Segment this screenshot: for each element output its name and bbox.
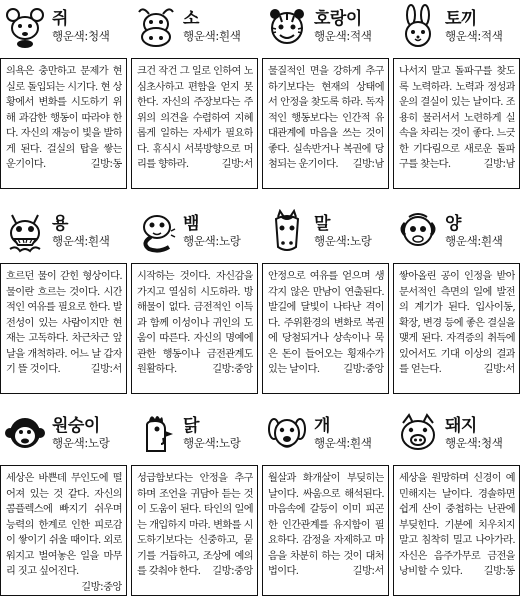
rabbit-icon (397, 4, 439, 48)
fortune-text-block (399, 64, 515, 188)
fortune-text: 세상을 원망하며 신경이 예민해지는 날이다. 경솔하면 쉽게 산이 중첩하는 난관에 부딪힌다. 기분에 치우치지 말고 침착히 밀고 나아가라. 자신은 음주가무로 금전을 낭비할 수 있다. (399, 473, 515, 577)
fortune-text: 시작하는 것이다. 자신감을 가지고 열심히 시도하라. 방해물이 없다. 금전적인 이득과 함께 이성이나 귀인의 도움이 따른다. 자신의 명예에 관한 행동이나 금전관계도 원활하다. (137, 271, 253, 375)
zodiac-name: 뱀 (183, 214, 199, 234)
zodiac-header (131, 407, 258, 465)
zodiac-name: 돼지 (445, 416, 477, 436)
fortune-box (393, 465, 520, 596)
lucky-direction: 길방:서 (352, 566, 384, 577)
fortune-text-block (268, 269, 384, 393)
zodiac-header (262, 205, 389, 263)
fortune-box (393, 263, 520, 394)
lucky-direction: 길방:남 (352, 159, 384, 170)
zodiac-name: 양 (445, 214, 461, 234)
zodiac-header (0, 0, 127, 58)
fortune-box (131, 465, 258, 596)
zodiac-name: 개 (314, 416, 330, 436)
fortune-box (262, 58, 389, 189)
zodiac-header (131, 205, 258, 263)
zodiac-header (0, 205, 127, 263)
zodiac-name: 말 (314, 214, 330, 234)
fortune-text-block (137, 269, 253, 393)
lucky-color: 행운색:흰색 (314, 436, 372, 450)
lucky-direction: 길방:서 (483, 364, 515, 375)
fortune-box (262, 465, 389, 596)
lucky-color: 행운색:청색 (445, 436, 503, 450)
dragon-icon (4, 209, 46, 253)
lucky-color: 행운색:흰색 (445, 234, 503, 248)
lucky-direction: 길방:서 (90, 364, 122, 375)
lucky-color: 행운색:적색 (445, 29, 503, 43)
lucky-direction: 길방:동 (90, 159, 122, 170)
fortune-text-block (137, 471, 253, 595)
zodiac-name: 닭 (183, 416, 199, 436)
fortune-box (131, 263, 258, 394)
zodiac-header (0, 407, 127, 465)
lucky-color: 행운색:노랑 (52, 436, 110, 450)
lucky-color: 행운색:청색 (52, 29, 110, 43)
fortune-text: 성급함보다는 안정을 추구하며 조언을 귀담아 듣는 것이 도움이 된다. 타인의 일에는 개입하지 마라. 변화를 시도하기보다는 신중하고, 묻기를 거듭하고, 조상에 예의를 갖춰야 한다. (137, 473, 253, 577)
fortune-text: 세상은 바쁜데 무인도에 떨어져 있는 것 같다. 자신의 콤플렉스에 빠지기 쉬우며 능력의 한계로 인한 피로감이 쌓이기 쉬울 때이다. 외로워지고 벌여놓은 일을 마무리 짓고 싶어진다. (6, 473, 122, 577)
rooster-icon (135, 411, 177, 455)
pig-icon (397, 411, 439, 455)
zodiac-name: 쥐 (52, 9, 68, 29)
fortune-text-block (137, 64, 253, 188)
lucky-direction: 길방:남 (483, 159, 515, 170)
fortune-text: 물질적인 면을 강하게 추구하기보다는 현재의 상태에서 안정을 찾도록 하라. 독자적인 행동보다는 인간적 유대관계에 마음을 쓰는 것이 좋다. 실속반거나 복권에 당첨되는 운기이다. (268, 66, 384, 170)
zodiac-name: 원숭이 (52, 416, 100, 436)
lucky-direction: 길방:중앙 (343, 364, 384, 375)
lucky-color: 행운색:흰색 (183, 29, 241, 43)
lucky-direction: 길방:서 (221, 159, 253, 170)
fortune-text: 의욕은 충만하고 문제가 현실로 돌입되는 시기다. 현 상황에서 변화를 시도하기 위해 과감한 행동이 따라야 한다. 자신의 재능이 빛을 발하게 된다. 걸실의 탑을 쌓는 운기이다. (6, 66, 122, 170)
lucky-color: 행운색:노랑 (314, 234, 372, 248)
fortune-text: 월살과 화개살이 부딪히는 날이다. 싸움으로 해석된다. 마음속에 갈등이 이미 피곤한 인간관계를 유지함이 필요하다. 감정을 자제하고 마음을 차분히 하는 것이 대처법이다. (268, 473, 384, 577)
fortune-text-block (6, 471, 122, 595)
fortune-box (262, 263, 389, 394)
lucky-direction: 길방:중앙 (212, 566, 253, 577)
fortune-text-block (268, 64, 384, 188)
zodiac-name: 토끼 (445, 9, 477, 29)
zodiac-header (262, 407, 389, 465)
fortune-box (0, 263, 127, 394)
fortune-text-block (268, 471, 384, 595)
ox-icon (135, 4, 177, 48)
fortune-text-block (399, 471, 515, 595)
fortune-box (393, 58, 520, 189)
sheep-icon (397, 209, 439, 253)
snake-icon (135, 209, 177, 253)
lucky-color: 행운색:노랑 (183, 234, 241, 248)
zodiac-header (393, 407, 520, 465)
lucky-color: 행운색:흰색 (52, 234, 110, 248)
horse-icon (266, 209, 308, 253)
fortune-text: 나서지 말고 돌파구를 찾도록 노력하라. 노력과 정성과 운의 결실이 있는 날이다. 조용히 물러서서 노련하게 실속을 차리는 것이 좋다. 느긋한 기다림으로 새로운 돌파구를 찾는다. (399, 66, 515, 170)
lucky-direction: 길방:중앙 (81, 581, 122, 593)
fortune-text: 흐르던 물이 갇힌 형상이다. 물이란 흐르는 것이다. 시간적인 여유를 필요로 한다. 발전성이 있는 사람이지만 현재는 고독하다. 차근차근 앞날을 개척하라. 어느 날 갑자기 뜰 것이다. (6, 271, 122, 375)
zodiac-header (131, 0, 258, 58)
zodiac-header (393, 0, 520, 58)
rat-icon (4, 4, 46, 48)
zodiac-header (262, 0, 389, 58)
fortune-text: 쌓아올린 공이 인정을 받아 문서적인 측면의 일에 발전의 계기가 된다. 입사이동, 확장, 변경 등에 좋은 결실을 맺게 된다. 자격증의 취득에 있어서도 기대 이상의 결과를 얻는다. (399, 271, 515, 375)
fortune-text-block (399, 269, 515, 393)
zodiac-name: 소 (183, 9, 199, 29)
lucky-direction: 길방:동 (483, 566, 515, 577)
dog-icon (266, 411, 308, 455)
fortune-text-block (6, 269, 122, 393)
fortune-box (0, 58, 127, 189)
fortune-text: 안정으로 여유를 얻으며 생각지 않은 만남이 연출된다. 발길에 달빛이 나타난 격이다. 주위환경의 변화로 복권에 당첨되거나 상속이나 묵은 돈이 들어오는 횡재수가 있는 날이다. (268, 271, 384, 375)
lucky-color: 행운색:노랑 (183, 436, 241, 450)
zodiac-header (393, 205, 520, 263)
monkey-icon (4, 411, 46, 455)
fortune-text-block (6, 64, 122, 188)
tiger-icon (266, 4, 308, 48)
fortune-box (131, 58, 258, 189)
lucky-color: 행운색:적색 (314, 29, 372, 43)
fortune-text: 크건 작건 그 일로 인하여 노심초사하고 편함을 얻지 못한다. 자신의 주장보다는 주위의 의견을 수렴하여 지혜롭게 일하는 자세가 필요하다. 휴식시 서북방향으로 머리를 향하라. (137, 66, 253, 170)
zodiac-name: 용 (52, 214, 68, 234)
zodiac-name: 호랑이 (314, 9, 362, 29)
lucky-direction: 길방:중앙 (212, 364, 253, 375)
fortune-box (0, 465, 127, 596)
